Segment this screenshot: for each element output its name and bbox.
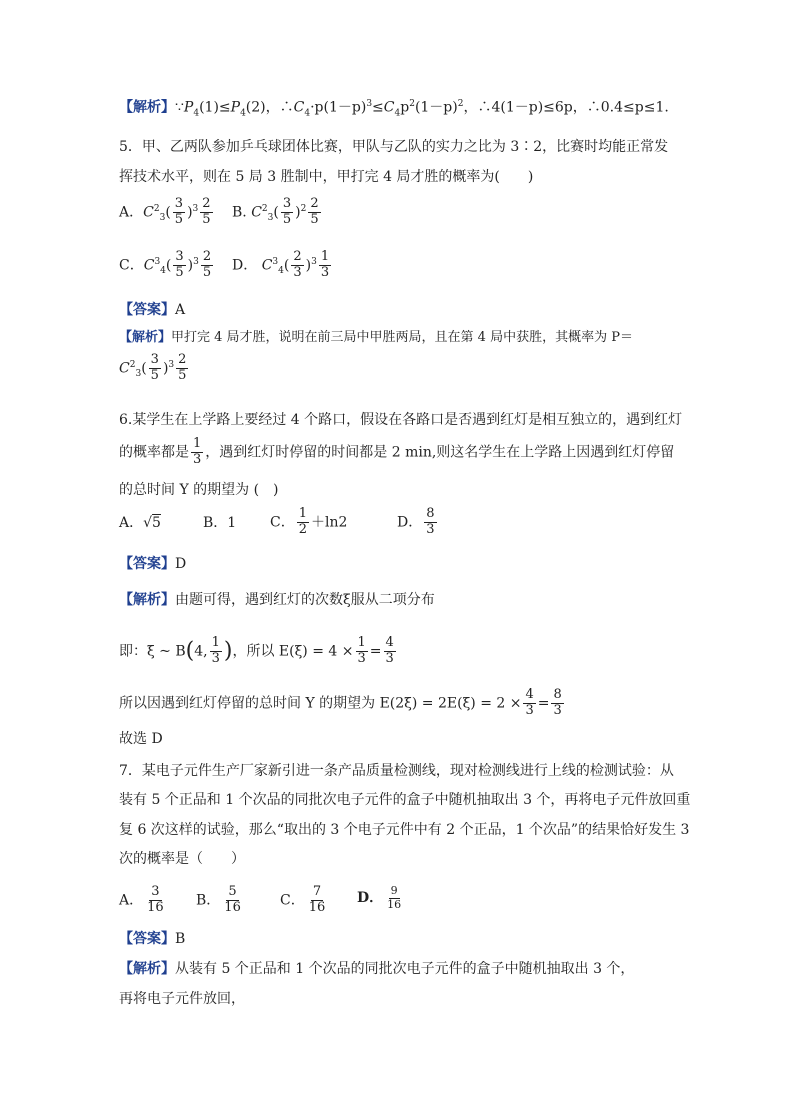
q6-option-b: B．1 <box>203 515 237 531</box>
q6-line1: 6.某学生在上学路上要经过 4 个路口，假设在各路口是否遇到红灯是相互独立的，遇到红灯 <box>119 412 683 428</box>
q7-option-c: C． $\frac{7}{16}$ <box>280 884 326 915</box>
q7-line4: 次的概率是（ ） <box>119 851 245 867</box>
q5-option-c: C．$C^3_4$( $\frac{3}{5}$ )$^3$ $\frac{2}{5}$ <box>119 249 212 280</box>
q5-solution-expr: $C^2_3$( $\frac{3}{5}$ )$^3$ $\frac{2}{5}$ <box>119 352 187 383</box>
q7-solution-1: 【解析】从装有 5 个正品和 1 个次品的同批次电子元件的盒子中随机抽取出 3 个， <box>119 961 635 977</box>
q7-option-d: D． $\frac{9}{16}$ <box>357 884 402 911</box>
q7-line1: 7．某电子元件生产厂家新引进一条产品质量检测线，现对检测线进行上线的检测试验：从 <box>119 763 674 779</box>
q6-line3: 的总时间 Y 的期望为 ( ) <box>119 482 279 498</box>
q6-answer: 【答案】D <box>119 556 187 572</box>
q5-solution: 【解析】甲打完 4 局才胜，说明在前三局中甲胜两局，且在第 4 局中获胜，其概率为 P＝ <box>119 330 633 345</box>
q6-solution-1: 【解析】由题可得，遇到红灯的次数ξ服从二项分布 <box>119 592 435 608</box>
q6-solution-4: 故选 D <box>119 731 163 747</box>
q4-solution: 【解析】$\because P_4(1)\le P_4(2)$，$\therefore C_4\cdot p(1-p)^3\le C_4p^2(1-p)^2$，∴4(1－p)≤6p，∴0.4≤p≤1. <box>119 99 669 119</box>
q7-option-a: A． $\frac{3}{16}$ <box>119 884 164 915</box>
q6-solution-2: 即：ξ ~ B(4, $\frac{1}{3}$ )，所以 E(ξ) = 4 × $\frac{1}{3}$ = $\frac{4}{3}$ <box>119 635 394 666</box>
q7-option-b: B． $\frac{5}{16}$ <box>196 884 241 915</box>
q5-option-b: B. $C^2_3$( $\frac{3}{5}$ )$^2$ $\frac{2}{5}$ <box>232 196 319 227</box>
q5-line1: 5．甲、乙两队参加乒乓球团体比赛，甲队与乙队的实力之比为 3∶2，比赛时均能正常发 <box>119 139 669 155</box>
q6-solution-3: 所以因遇到红灯停留的总时间 Y 的期望为 E(2ξ) = 2E(ξ) = 2 × $\frac{4}{3}$ = $\frac{8}{3}$ <box>119 687 562 718</box>
q7-solution-2: 再将电子元件放回， <box>119 991 245 1007</box>
q5-line2: 挥技术水平，则在 5 局 3 胜制中，甲打完 4 局才胜的概率为( ) <box>119 169 534 185</box>
analysis-tag: 【解析】 <box>119 99 175 116</box>
q7-answer: 【答案】B <box>119 931 186 947</box>
q6-option-d: D． $\frac{8}{3}$ <box>397 506 435 537</box>
q6-option-c: C． $\frac{1}{2}$ ＋ln2 <box>270 506 348 537</box>
q7-line2: 装有 5 个正品和 1 个次品的同批次电子元件的盒子中随机抽取出 3 个，再将电子元件放回重 <box>119 792 691 808</box>
q5-answer: 【答案】A <box>119 302 186 318</box>
q6-option-a: A．√5 <box>119 515 161 531</box>
q5-option-a: A．$C^2_3$( $\frac{3}{5}$ )$^3$ $\frac{2}{5}$ <box>119 196 211 227</box>
q7-line3: 复 6 次这样的试验，那么“取出的 3 个电子元件中有 2 个正品，1 个次品”的结果恰好发生 3 <box>119 822 690 838</box>
q5-option-d: D． $C^3_4$( $\frac{2}{3}$ )$^3$ $\frac{1}{3}$ <box>232 249 330 280</box>
q6-line2: 的概率都是 $\frac{1}{3}$ ，遇到红灯时停留的时间都是 2 min,则这名学生在上学路上因遇到红灯停留 <box>119 436 675 467</box>
